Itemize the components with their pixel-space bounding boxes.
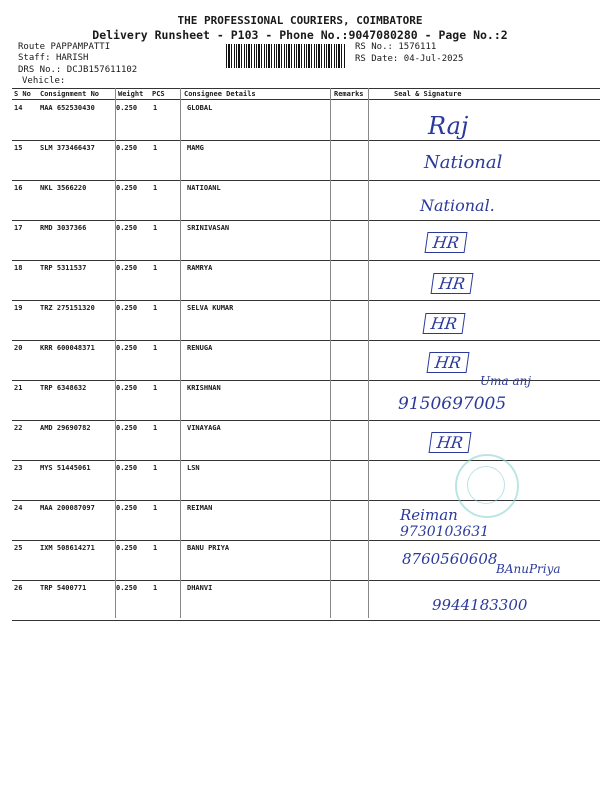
signature-26-phone: 9944183300 [432,596,528,614]
row-consignment: NKL 3566220 [40,184,87,192]
signature-25-phone: 8760560608 [402,550,498,568]
row-weight: 0.250 [116,344,138,352]
row-weight: 0.250 [116,184,138,192]
table-row [12,300,600,340]
signature-19: HR [423,313,466,334]
col-divider [330,88,331,618]
staff-label: Staff: [18,53,51,63]
row-sno: 25 [14,544,23,552]
row-pcs: 1 [153,264,158,272]
row-consignment: MAA 652530430 [40,104,95,112]
row-consignee: VINAYAGA [187,424,221,432]
row-pcs: 1 [153,144,158,152]
row-consignee: DHANVI [187,584,213,592]
row-weight: 0.250 [116,304,138,312]
signature-21-name: Uma anj [480,374,532,388]
table-row [12,420,600,460]
row-pcs: 1 [153,584,158,592]
row-consignee: RAMRYA [187,264,213,272]
col-remarks: Remarks [334,90,364,98]
row-consignment: TRP 5400771 [40,584,87,592]
rs-date-line [355,54,463,64]
table-row [12,220,600,260]
col-consignment: Consignment No [40,90,100,98]
row-pcs: 1 [153,344,158,352]
row-sno: 14 [14,104,23,112]
row-consignment: MAA 200087097 [40,504,95,512]
vehicle-label: Vehicle: [22,76,66,86]
row-weight: 0.250 [116,424,138,432]
row-sno: 19 [14,304,23,312]
row-consignee: RENUGA [187,344,213,352]
row-weight: 0.250 [116,504,138,512]
row-consignee: SELVA KUMAR [187,304,234,312]
row-sno: 15 [14,144,23,152]
rs-date-value: 04-Jul-2025 [403,54,464,64]
row-consignment: TRP 6348632 [40,384,87,392]
row-consignee: KRISHNAN [187,384,221,392]
signature-25-name: BAnuPriya [496,562,561,576]
signature-16: National. [420,196,495,215]
row-sno: 21 [14,384,23,392]
signature-17: HR [425,232,468,253]
row-pcs: 1 [153,104,158,112]
row-sno: 16 [14,184,23,192]
signature-15: National [424,152,503,173]
row-consignee: LSN [187,464,200,472]
rs-no-value: 1576111 [398,42,437,52]
row-consignee: REIMAN [187,504,213,512]
row-sno: 23 [14,464,23,472]
signature-22: HR [429,432,472,453]
staff-line [18,53,88,63]
row-pcs: 1 [153,304,158,312]
row-consignee: BANU PRIYA [187,544,230,552]
row-pcs: 1 [153,504,158,512]
row-consignment: MYS 51445061 [40,464,91,472]
col-sno: S No [14,90,31,98]
col-signature: Seal & Signature [394,90,462,98]
signature-21-phone: 9150697005 [398,394,507,414]
table-row [12,140,600,180]
table-header [12,88,600,98]
route-label: Route [18,42,46,52]
row-consignee: SRINIVASAN [187,224,230,232]
row-pcs: 1 [153,544,158,552]
col-weight: Weight [118,90,144,98]
runsheet-subtitle: Delivery Runsheet - P103 - Phone No.:9047080280 - Page No.:2 [92,28,508,42]
row-consignment: KRR 600048371 [40,344,95,352]
row-sno: 26 [14,584,23,592]
row-weight: 0.250 [116,264,138,272]
row-consignment: SLM 373466437 [40,144,95,152]
signature-20: HR [427,352,470,373]
row-weight: 0.250 [116,144,138,152]
row-weight: 0.250 [116,224,138,232]
row-consignee: MAMG [187,144,204,152]
row-consignee: GLOBAL [187,104,213,112]
rs-no-label: RS No.: [355,42,393,52]
drs-line [18,65,137,75]
col-pcs: PCS [152,90,165,98]
row-sno: 18 [14,264,23,272]
signature-14: Raj [428,112,469,140]
row-pcs: 1 [153,184,158,192]
col-divider [115,88,116,618]
signature-24-name: Reiman [400,506,458,524]
row-pcs: 1 [153,424,158,432]
drs-value: DCJB157611102 [66,65,138,75]
barcode [226,44,346,68]
company-title: THE PROFESSIONAL COURIERS, COIMBATORE [177,14,423,27]
row-consignment: TRZ 275151320 [40,304,95,312]
col-divider [180,88,181,618]
row-sno: 20 [14,344,23,352]
table-row [12,180,600,220]
col-divider [368,88,369,618]
row-sno: 24 [14,504,23,512]
signature-18: HR [431,273,474,294]
route-line [18,42,110,52]
row-weight: 0.250 [116,584,138,592]
row-consignment: AMD 29690782 [40,424,91,432]
courier-seal [455,454,519,518]
row-consignment: RMD 3037366 [40,224,87,232]
table-row [12,100,600,140]
row-weight: 0.250 [116,104,138,112]
route-value: PAPPAMPATTI [50,42,111,52]
rs-date-label: RS Date: [355,54,399,64]
row-consignment: IXM 508614271 [40,544,95,552]
row-pcs: 1 [153,384,158,392]
row-weight: 0.250 [116,384,138,392]
row-pcs: 1 [153,224,158,232]
staff-value: HARISH [55,53,89,63]
row-consignment: TRP 5311537 [40,264,87,272]
rs-no-line [355,42,436,52]
row-weight: 0.250 [116,544,138,552]
row-sno: 17 [14,224,23,232]
drs-label: DRS No.: [18,65,62,75]
row-rule [12,620,600,621]
col-consignee: Consignee Details [184,90,256,98]
row-sno: 22 [14,424,23,432]
table-row [12,260,600,300]
row-pcs: 1 [153,464,158,472]
row-weight: 0.250 [116,464,138,472]
row-consignee: NATIOANL [187,184,221,192]
signature-24-phone: 9730103631 [400,524,490,540]
